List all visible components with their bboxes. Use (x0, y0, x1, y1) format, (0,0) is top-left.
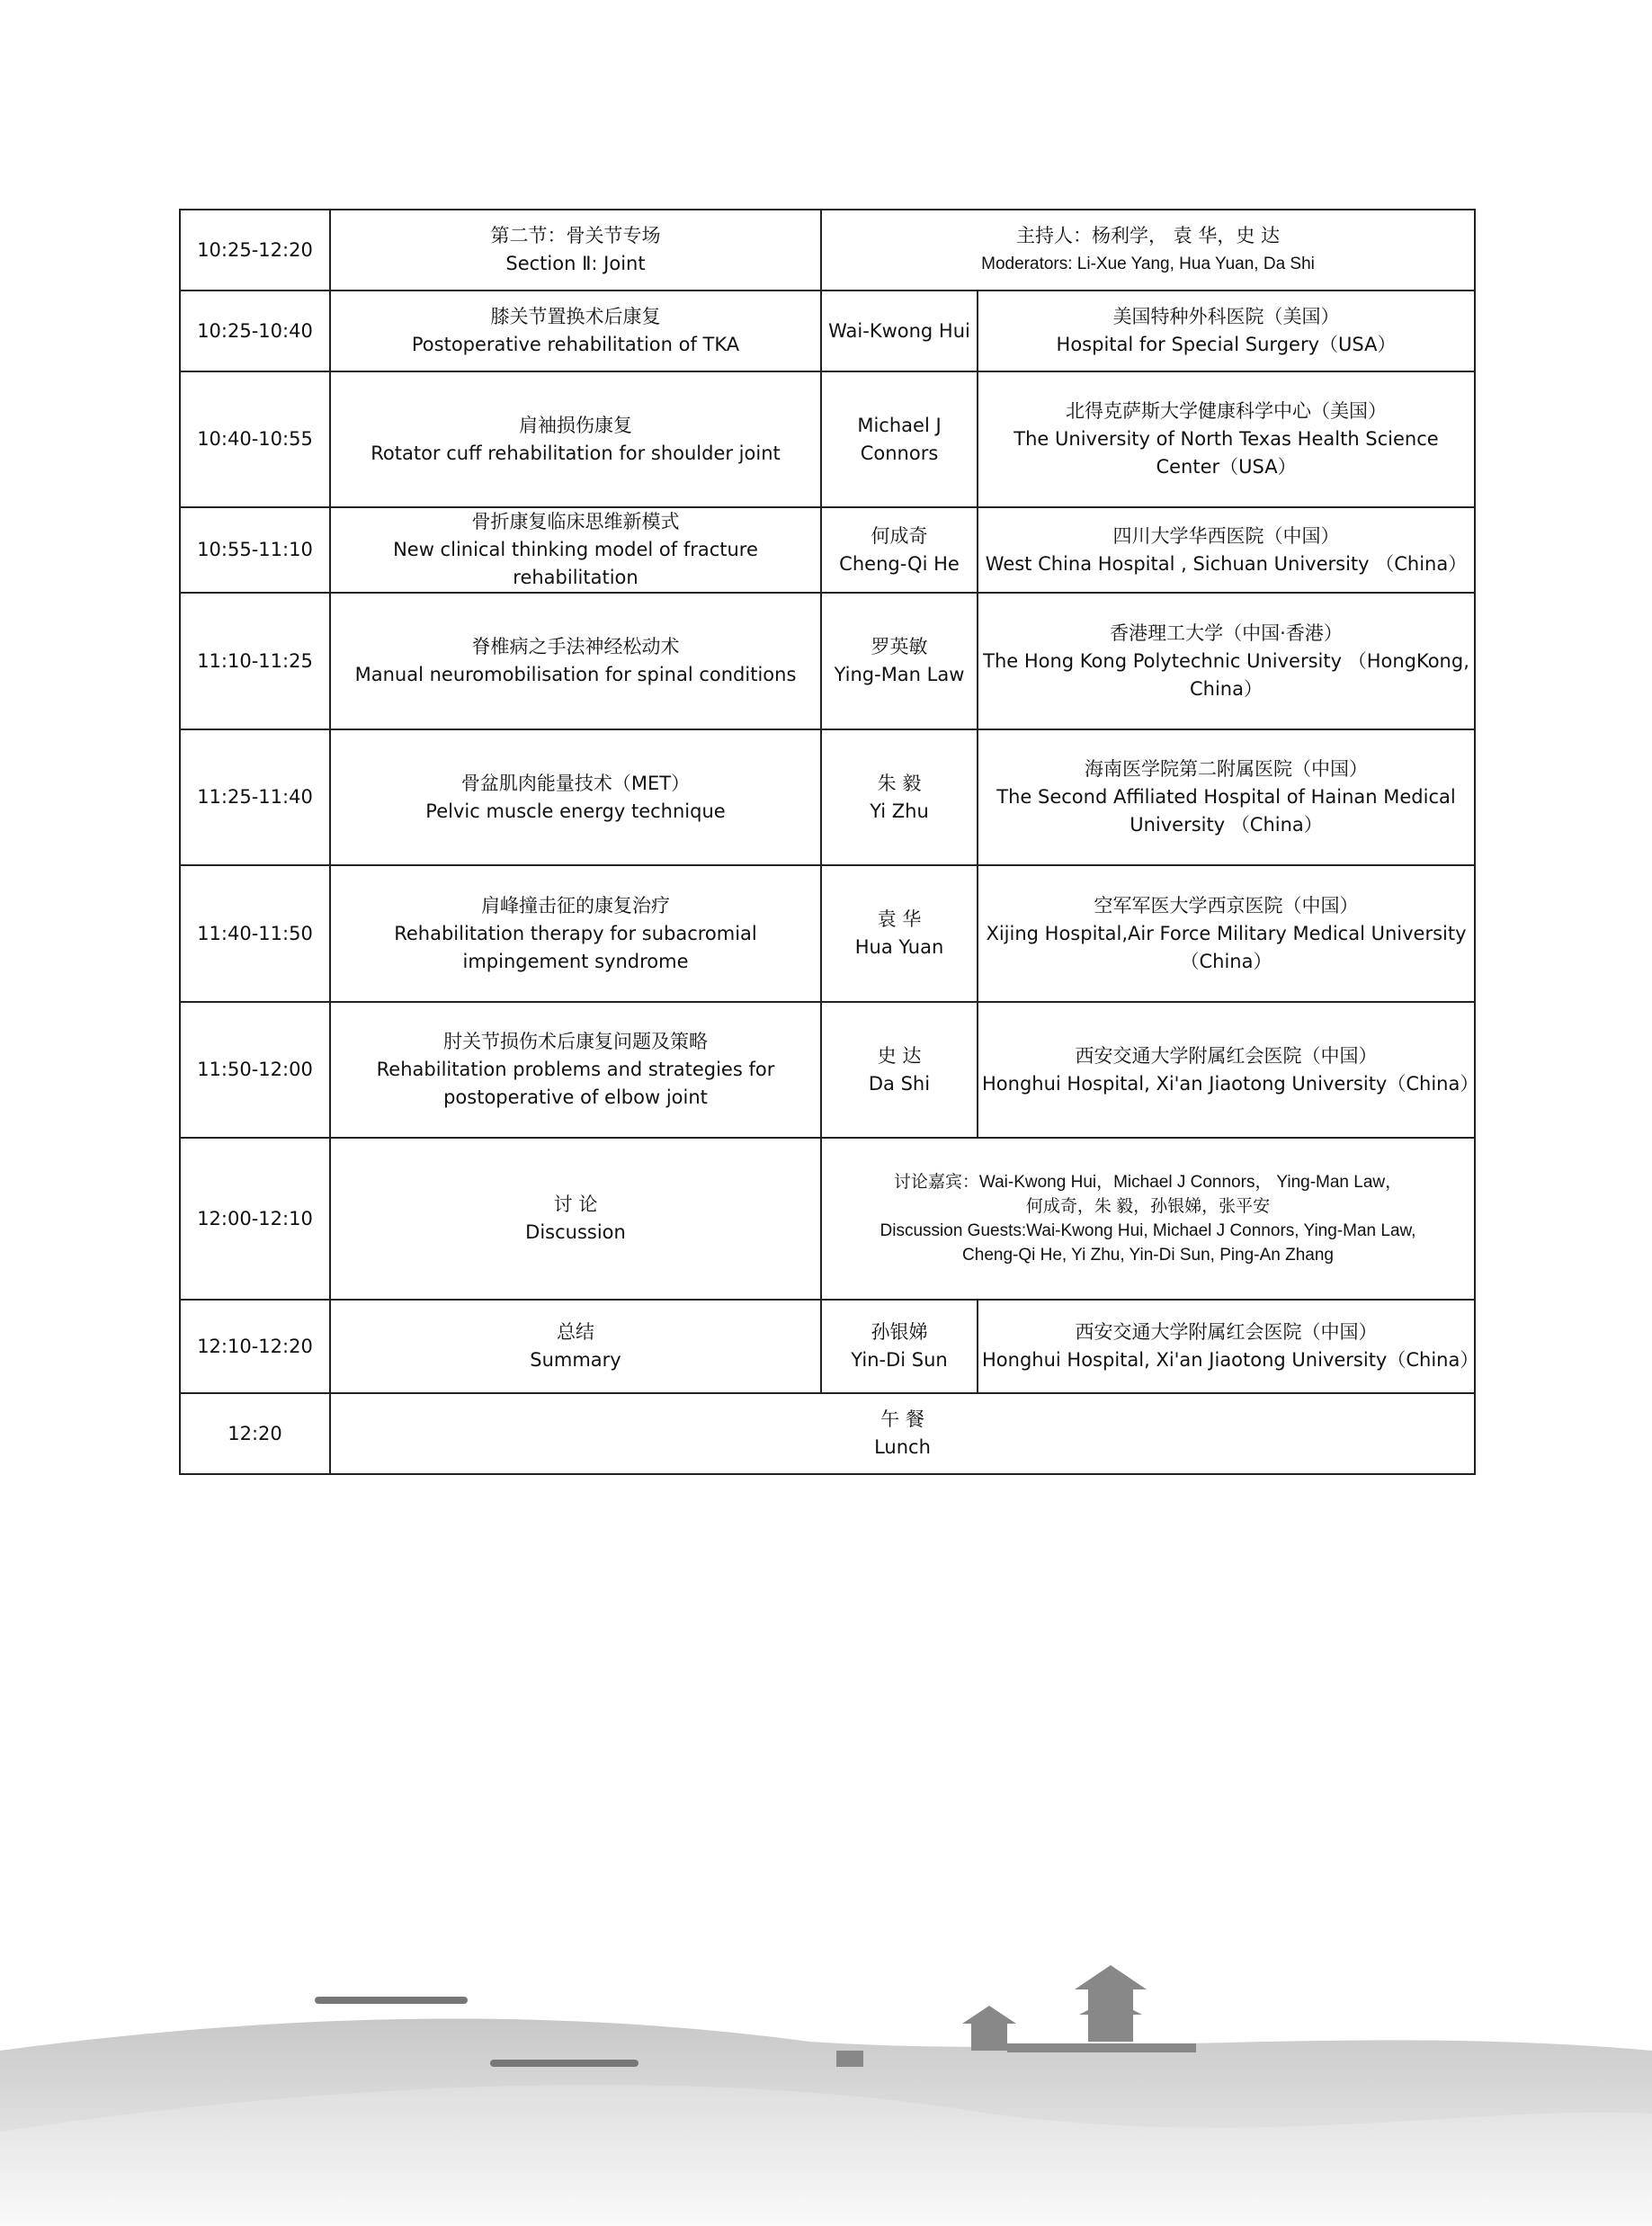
topic-en: Postoperative rehabilitation of TKA (411, 334, 740, 355)
institution-cell (978, 1300, 1479, 1393)
topic-cell (330, 593, 821, 729)
speaker-en: Michael J Connors (857, 414, 942, 464)
section-header-row (180, 210, 1475, 291)
institution-cell (978, 865, 1475, 1002)
speaker-en: Wai-Kwong Hui (828, 319, 970, 342)
section-title (330, 210, 821, 291)
institution-cn: 海南医学院第二附属医院（中国） (1085, 758, 1368, 780)
schedule-table (179, 209, 1479, 1475)
topic-cn: 肩峰撞击征的康复治疗 (481, 894, 670, 916)
topic-cn: 骨盆肌肉能量技术（MET） (460, 772, 691, 794)
lunch-row (180, 1393, 1475, 1474)
topic-en: Pelvic muscle energy technique (425, 800, 726, 822)
discussion-title-cn: 讨 论 (553, 1193, 598, 1215)
topic-en: Rehabilitation problems and strategies for postoperative of elbow joint (376, 1059, 775, 1108)
summary-row (180, 1300, 1475, 1393)
session-row (180, 371, 1475, 507)
lunch-en: Lunch (874, 1436, 931, 1458)
lunch-cn: 午 餐 (880, 1408, 924, 1430)
time-cell: 12:10-12:20 (180, 1300, 330, 1393)
session-row (180, 865, 1475, 1002)
institution-en: Honghui Hospital, Xi'an Jiaotong University（China） (982, 1072, 1479, 1095)
time-cell: 11:50-12:00 (180, 1002, 330, 1138)
topic-cell (330, 507, 821, 593)
lunch-cell (330, 1393, 1475, 1474)
institution-cell (978, 371, 1475, 507)
discussion-row (180, 1138, 1475, 1300)
institution-cell (978, 1002, 1479, 1138)
speaker-cell (821, 729, 978, 865)
topic-cell (330, 865, 821, 1002)
institution-cn: 西安交通大学附属红会医院（中国） (1075, 1044, 1378, 1067)
speaker-cn: 史 达 (877, 1044, 922, 1067)
institution-cn: 香港理工大学（中国·香港） (1110, 621, 1343, 644)
topic-cn: 总结 (557, 1321, 594, 1343)
speaker-cell (821, 593, 978, 729)
session-row (180, 729, 1475, 865)
institution-cell (978, 291, 1475, 371)
discussion-title-en: Discussion (525, 1221, 626, 1243)
speaker-cn: 孙银娣 (871, 1321, 928, 1343)
speaker-en: Cheng-Qi He (839, 552, 960, 575)
topic-cn: 膝关节置换术后康复 (490, 306, 661, 327)
topic-en: Rotator cuff rehabilitation for shoulder joint (371, 442, 781, 464)
institution-en: Xijing Hospital,Air Force Military Medical University（China） (986, 922, 1467, 972)
discussion-guests (821, 1138, 1475, 1300)
institution-en: The Second Affiliated Hospital of Hainan Medical University （China） (996, 786, 1456, 836)
speaker-cell (821, 371, 978, 507)
moderators (821, 210, 1475, 291)
session-row (180, 507, 1475, 593)
topic-cell (330, 371, 821, 507)
institution-cn: 北得克萨斯大学健康科学中心（美国） (1066, 400, 1387, 422)
institution-cn: 四川大学华西医院（中国） (1112, 524, 1340, 547)
institution-cn: 美国特种外科医院（美国） (1112, 306, 1340, 327)
speaker-cell (821, 291, 978, 371)
topic-en: New clinical thinking model of fracture rehabilitation (393, 539, 758, 588)
time-cell: 12:20 (180, 1393, 330, 1474)
topic-cn: 肘关节损伤术后康复问题及策略 (443, 1031, 708, 1052)
speaker-cn: 袁 华 (877, 908, 922, 930)
topic-en: Summary (530, 1349, 621, 1371)
institution-en: Hospital for Special Surgery（USA） (1056, 334, 1397, 355)
time-cell: 10:40-10:55 (180, 371, 330, 507)
topic-en: Manual neuromobilisation for spinal conditions (354, 664, 797, 685)
topic-en: Rehabilitation therapy for subacromial impingement syndrome (394, 922, 757, 972)
topic-cn: 骨折康复临床思维新模式 (471, 511, 680, 532)
time-cell: 10:55-11:10 (180, 507, 330, 593)
guests-en-1: Discussion Guests:Wai-Kwong Hui, Michael J Connors, Ying-Man Law, (880, 1221, 1416, 1240)
institution-cell (978, 729, 1475, 865)
time-cell: 11:40-11:50 (180, 865, 330, 1002)
institution-en: The Hong Kong Polytechnic University （HongKong, China） (983, 649, 1469, 700)
topic-cell (330, 1300, 821, 1393)
speaker-cell (821, 1300, 978, 1393)
moderators-cn: 主持人：杨利学， 袁 华，史 达 (1015, 225, 1281, 246)
guests-cn-1: 讨论嘉宾：Wai-Kwong Hui，Michael J Connors， Ying-Man Law， (893, 1173, 1403, 1192)
time-cell: 12:00-12:10 (180, 1138, 330, 1300)
speaker-cn: 罗英敏 (871, 636, 928, 657)
institution-en: The University of North Texas Health Science Center（USA） (1014, 428, 1439, 478)
topic-cn: 肩袖损伤康复 (519, 414, 632, 436)
desert-dunes-decoration (0, 1934, 1652, 2226)
institution-cell (978, 593, 1475, 729)
discussion-title (330, 1138, 821, 1300)
topic-cell (330, 729, 821, 865)
time-cell: 11:25-11:40 (180, 729, 330, 865)
speaker-cell (821, 507, 978, 593)
guests-cn-2: 何成奇，朱 毅，孙银娣，张平安 (1025, 1197, 1271, 1216)
topic-cell (330, 1002, 821, 1138)
institution-cn: 西安交通大学附属红会医院（中国） (1075, 1321, 1378, 1343)
institution-cn: 空军军医大学西京医院（中国） (1094, 894, 1359, 916)
guests-en-2: Cheng-Qi He, Yi Zhu, Yin-Di Sun, Ping-An Zhang (962, 1246, 1334, 1265)
speaker-cell (821, 865, 978, 1002)
speaker-cn: 朱 毅 (877, 772, 922, 794)
session-row (180, 593, 1475, 729)
speaker-cn: 何成奇 (871, 524, 928, 547)
institution-cell (978, 507, 1475, 593)
time-cell: 11:10-11:25 (180, 593, 330, 729)
session-row (180, 1002, 1475, 1138)
speaker-en: Hua Yuan (854, 936, 944, 958)
topic-cn: 脊椎病之手法神经松动术 (471, 636, 680, 657)
topic-cell (330, 291, 821, 371)
time-cell: 10:25-10:40 (180, 291, 330, 371)
institution-en: West China Hospital , Sichuan University （China） (985, 552, 1468, 575)
speaker-cell (821, 1002, 978, 1138)
section-title-cn: 第二节：骨关节专场 (490, 225, 661, 246)
moderators-en: Moderators: Li-Xue Yang, Hua Yuan, Da Shi (981, 255, 1315, 273)
speaker-en: Yi Zhu (870, 800, 929, 822)
institution-en: Honghui Hospital, Xi'an Jiaotong University（China） (982, 1349, 1479, 1371)
session-row (180, 291, 1475, 371)
speaker-en: Yin-Di Sun (851, 1349, 948, 1371)
speaker-en: Ying-Man Law (834, 664, 965, 685)
speaker-en: Da Shi (868, 1072, 931, 1095)
time-cell: 10:25-12:20 (180, 210, 330, 291)
section-title-en: Section Ⅱ: Joint (505, 253, 646, 274)
